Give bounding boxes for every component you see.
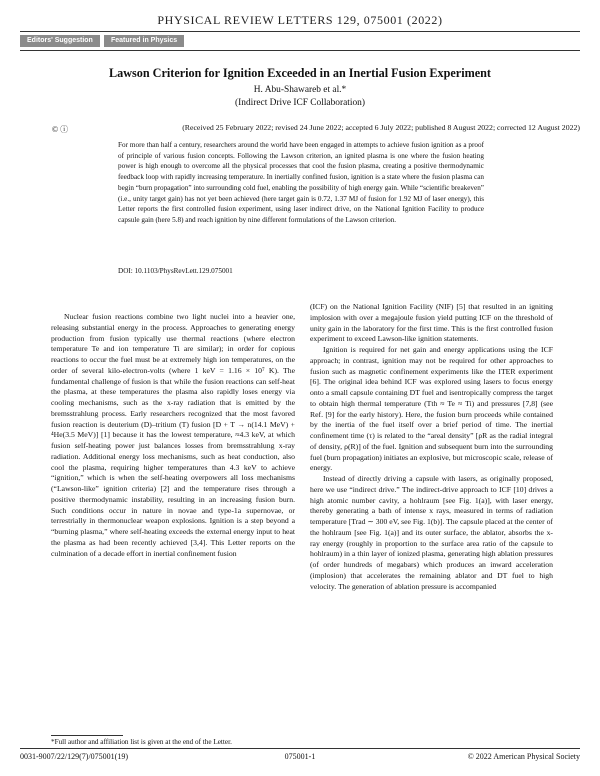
affiliation: (Indirect Drive ICF Collaboration) [235,98,365,108]
tag-rule [20,50,580,51]
footer-rule [20,748,580,749]
body-paragraph: Nuclear fusion reactions combine two light nuclei into a heavier one, releasing substantial energy in the process. Approaches to generating energy production from fusion typically use thermal reactions (where electron temperature Te and ion temperature Ti are similar); in order for copious reactions to occur the fuel must be at extremely high ion temperatures, on the order of several kilo-electron-volts (where 1 keV = 1.16 × 10⁷ K). The fundamental challenge of fusion is that while the fusion reactions can self-heat the plasma, at these temperatures the plasma also rapidly loses energy via cooling mechanisms, such as the x-ray radiation that is emitted by the bremsstrahlung process. Early researchers recognized that the most favored fusion reaction is deuterium (D)–tritium (T) fusion [D + T → n(14.1 MeV) + ⁴He(3.5 MeV)] [1] because it has the lowest temperature, ≈4.3 keV, at which fusion self-heating power just balances losses from bremsstrahlung x-ray radiation. Additional energy loss mechanisms, such as heat conduction, also cool the plasma, requiring higher temperatures than 4.3 keV to achieve “ignition,” which is when the self-heating overpowers all loss mechanisms (“Lawson-like” ignition criteria) [2] and the temperature rises through a positive thermodynamic instability, resulting in an increasing fusion burn. Such conditions occur in nature in novae and type-1a supernovae, or terrestrially in thermonuclear weapon explosions. Ignition is a step beyond a “burning plasma,” where self-heating exceeds the external energy input to heat the plasma as had been recently achieved [3,4]. This Letter reports on the culmination of a decade effort in inertial confinement fusion [51,312,295,558]
doi-link[interactable]: DOI: 10.1103/PhysRevLett.129.075001 [118,267,233,275]
footnote: *Full author and affiliation list is given at the end of the Letter. [51,738,232,746]
body-paragraph: (ICF) on the National Ignition Facility (NIF) [5] that resulted in an igniting implosion with over a megajoule fusion yield putting ICF on the threshold of unity gain in the laboratory for the first time. This is the first controlled fusion experiment to exceed Lawson-like ignition statements. [310,302,553,344]
received-dates: (Received 25 February 2022; revised 24 June 2022; accepted 6 July 2022; published 8 August 2022; corrected 12 August 2022) [182,123,580,132]
paper-title: Lawson Criterion for Ignition Exceeded in an Inertial Fusion Experiment [109,66,491,80]
abstract: For more than half a century, researchers around the world have been engaged in attempts to achieve fusion ignition as a proof of principle of various fusion concepts. Following the Lawson criterion, an ignited plasma is one where the fusion heating power is high enough to overcome all the physical processes that cool the fusion plasma, creating a positive thermodynamic feedback loop with rapidly increasing temperature. In inertially confined fusion, ignition is a state where the fusion plasma can begin “burn propagation” into surrounding cold fuel, enabling the possibility of high energy gain. While “scientific breakeven” (i.e., unity target gain) has not yet been achieved (here target gain is 0.72, 1.37 MJ of fusion for 1.92 MJ of laser energy), this Letter reports the first controlled fusion experiment, using laser indirect drive, on the National Ignition Facility to produce capsule gain (here 5.8) and reach ignition by nine different formulations of the Lawson criterion. [118,141,484,224]
footnote-rule [51,735,123,736]
author-line: H. Abu-Shawareb et al.* [253,85,347,95]
editors-suggestion-tag[interactable]: Editors' Suggestion [20,35,100,47]
footer-page-number: 075001-1 [284,752,316,761]
right-column [310,302,553,592]
body-paragraph: Instead of directly driving a capsule with lasers, as originally proposed, here we use “indirect drive.” The indirect-drive approach to ICF [10] drives a high atomic number cavity, a hohlraum [see Fig. 1(a)], with laser energy, thereby generating a bath of intense x rays, measured in terms of radiation temperature [Trad ∼ 300 eV, see Fig. 1(b)]. The capsule placed at the center of the hohlraum [see Fig. 1(a)] and its outer surface, the ablator, absorbs the x-ray energy (roughly in proportion to the surface area ratio of the capsule to hohlraum) in a thin layer of ionized plasma, generating high ablation pressures (of order hundreds of megabars) which produces an inward acceleration (implosion) that accelerates the remaining ablator and DT fuel to high velocity. The generation of ablation pressure is accompanied [310,474,553,591]
journal-header: PHYSICAL REVIEW LETTERS 129, 075001 (2022) [157,13,443,27]
footer-issn: 0031-9007/22/129(7)/075001(19) [20,752,128,761]
header-rule [20,31,580,32]
open-access-license-icon[interactable]: © ⓘ [52,125,69,134]
body-paragraph: Ignition is required for net gain and energy applications using the ICF approach; in contrast, ignition may not be required for other approaches to fusion such as magnetic confinement experiments like the ITER experiment [6]. The original idea behind ICF was explored using lasers to focus energy onto a small capsule containing DT fuel and isentropically compress the target to obtain high thermal temperature (Tth ≈ Te ≈ Ti) and pressures [7,8] (see Ref. [9] for the early history). Here, the fusion burn proceeds while contained by the inertia of the fuel itself over a brief period of time. The inertial confinement time (τ) is related to the “areal density” [ρR as the radial integral of density, ρ(R)] of the fuel. Ignition and subsequent burn into the surrounding fuel (burn propagation) initiates an explosive, but microscopic scale, release of energy. [310,345,553,473]
footer-copyright: © 2022 American Physical Society [467,752,580,761]
featured-in-physics-tag[interactable]: Featured in Physics [104,35,184,47]
left-column [51,312,295,559]
